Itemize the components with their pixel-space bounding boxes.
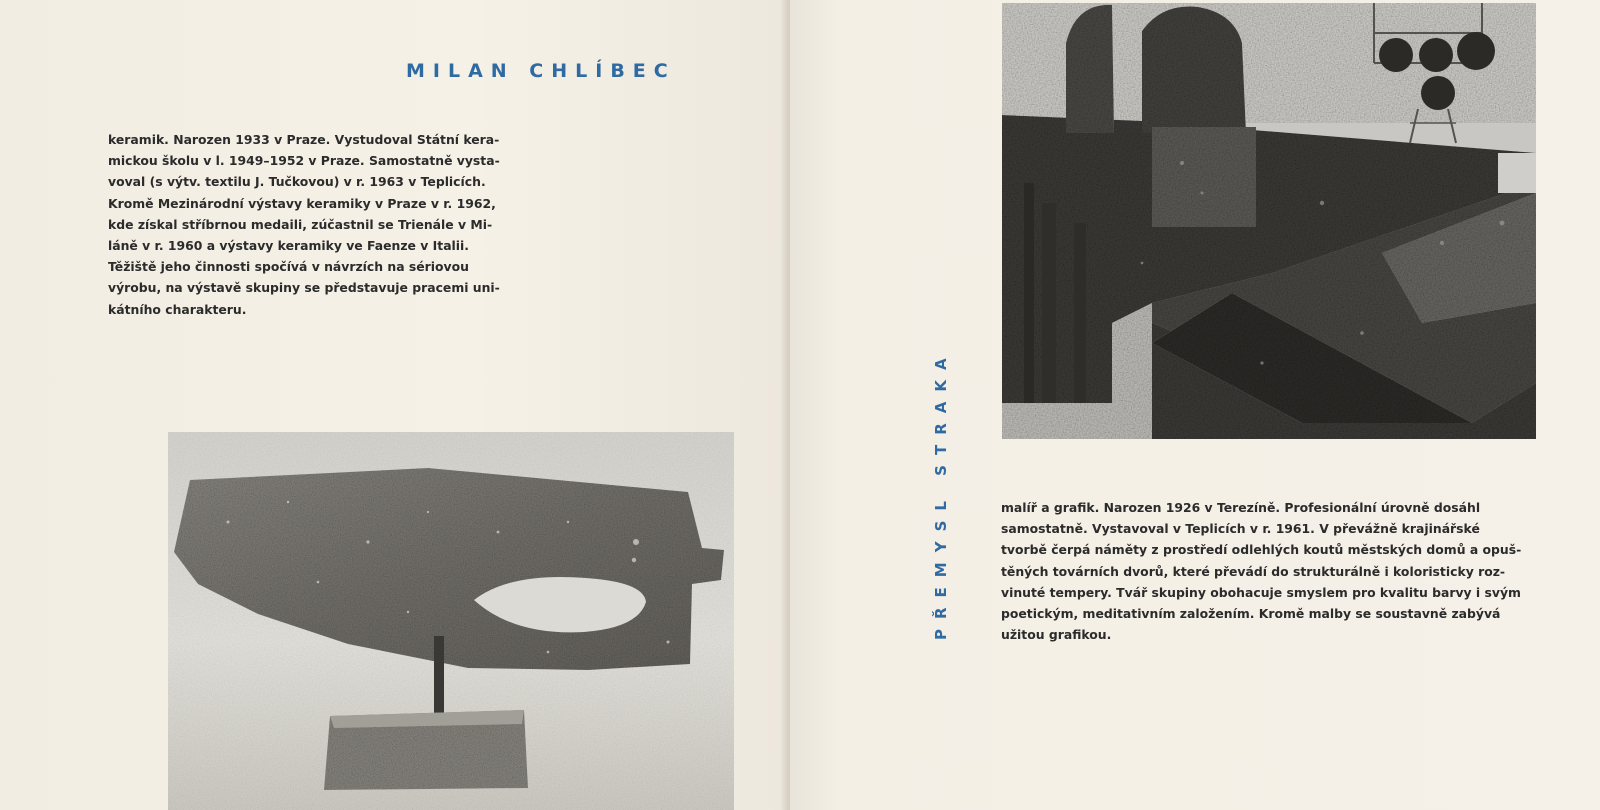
bio-line: voval (s výtv. textilu J. Tučkovou) v r. 1963 v Teplicích.: [108, 174, 486, 190]
painting-photo: [1002, 3, 1536, 439]
bio-line: výrobu, na výstavě skupiny se představuje pracemi uni-: [108, 280, 500, 296]
bio-line: malíř a grafik. Narozen 1926 v Terezíně. Profesionální úrovně dosáhl: [1001, 500, 1481, 515]
bio-line: mickou školu v l. 1949–1952 v Praze. Samostatně vysta-: [108, 153, 500, 169]
bio-line: tvorbě čerpá náměty z prostředí odlehlých koutů městských domů a opuš-: [1001, 542, 1522, 558]
bio-line: Těžiště jeho činnosti spočívá v návrzích na sériovou: [108, 259, 469, 275]
bio-chlibec: [108, 129, 522, 320]
bio-line: užitou grafikou.: [1001, 627, 1112, 643]
artist-title-straka: PŘEMYSL STRAKA: [932, 348, 950, 640]
sculpture-photo: [168, 432, 734, 810]
bio-line: kátního charakteru.: [108, 301, 247, 317]
artist-title-chlibec: MILAN CHLÍBEC: [406, 60, 676, 82]
bio-line: keramik. Narozen 1933 v Praze. Vystudoval Státní kera-: [108, 132, 500, 147]
bio-line: láně v r. 1960 a výstavy keramiky ve Faenze v Italii.: [108, 238, 470, 254]
bio-straka: [1001, 497, 1539, 645]
left-page: [0, 0, 788, 810]
bio-line: vinuté tempery. Tvář skupiny obohacuje smyslem pro kvalitu barvy i svým: [1001, 584, 1521, 600]
bio-line: poetickým, meditativním založením. Kromě malby se soustavně zabývá: [1001, 606, 1501, 622]
bio-line: kde získal stříbrnou medaili, zúčastnil se Trienále v Mi-: [108, 216, 493, 232]
bio-line: těných továrních dvorů, které převádí do strukturálně i koloristicky roz-: [1001, 563, 1506, 579]
bio-line: samostatně. Vystavoval v Teplicích v r. 1961. V převážně krajinářské: [1001, 521, 1480, 537]
bio-line: Kromě Mezinárodní výstavy keramiky v Praze v r. 1962,: [108, 195, 496, 211]
